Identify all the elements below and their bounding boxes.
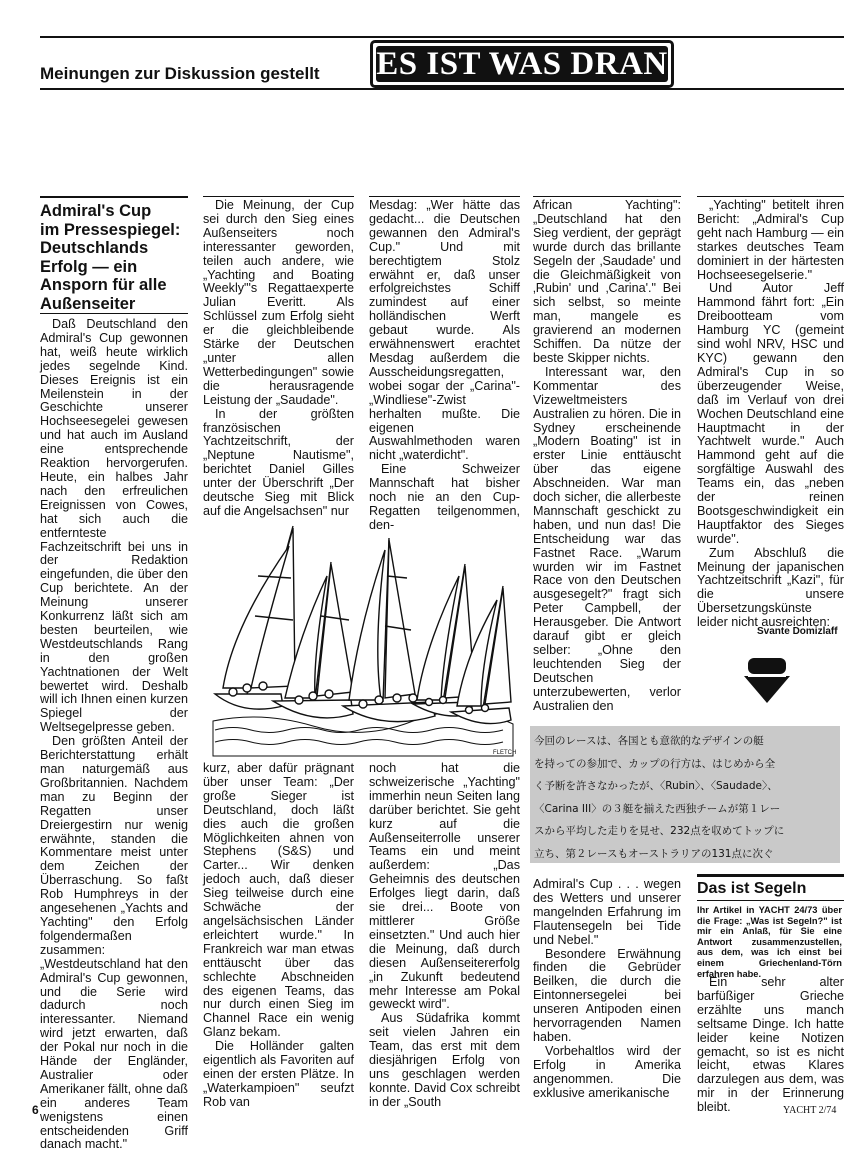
paragraph: African Yachting": „Deutschland hat den Sieg verdient, der geprägt wurde durch das brillante Segeln der ‚Saudade' und die Gleichmäßigkeit von ‚Rubin' und ‚Carina'." Bei sich selbst, so meinte man, mangele es gravierend an modernen Schiffen. Da nütze der beste Skipper nichts. — [533, 198, 681, 365]
paragraph: Admiral's Cup . . . wegen des Wetters und unserer mangelnden Erfahrung im Flautensegeln bei Tide und Nebel." — [533, 877, 681, 947]
article-column-5-top — [697, 199, 844, 630]
sailboat — [215, 526, 295, 709]
paragraph: Interessant war, den Kommentar des Vizeweltmeisters Australien zu hören. Die in Sydney erscheinende „Modern Boating" ist in erster Linie enttäuscht über das eigene Abschneiden. War man doch sicher, die allerbeste Mannschaft geschickt zu haben, und nun das! Die Entscheidung war das Fastnet Race. „Warum wurden wir im Fastnet Race von den Deutschen ausgesegelt?" fragt sich Peter Campbell, der Herausgeber. Die Antwort darauf gibt er gleich selber: „Ohne den leuchtenden Sieg der Deutschen unterzubewerten, verlor Australien den — [533, 364, 681, 713]
column-rule — [533, 196, 681, 197]
sidebar-top-rule — [697, 874, 844, 877]
paragraph: Aus Südafrika kommt seit vielen Jahren ein Team, das erst mit dem diesjährigen Erfolg von uns geschlagen werden konnte. David Cox schreibt in der „South — [369, 1011, 520, 1109]
article-column-1 — [40, 318, 188, 1152]
section-badge — [370, 40, 674, 88]
article-column-3-bottom — [369, 762, 520, 1110]
paragraph: Daß Deutschland den Admiral's Cup gewonnen hat, weiß heute wirklich jedes segelnde Kind. Dieses Ereignis ist ein Meilenstein in der Geschichte unserer Hochseesegelei gewesen und hat auch im Ausland eine entsprechende Reaktion hervorgerufen. Heute, ein halbes Jahr nach den erfreulichen Ereignissen von Cowes, hat sich auch die entfernteste Fachzeitschrift bei uns in der Redaktion eingefunden, die über den Cup berichtete. An der Meinung unserer Konkurrenz läßt sich am besten beurteilen, wie Westdeutschlands Rang in den großen Yachtnationen der Welt bewertet wird. Deshalb will ich Ihnen einen kurzen Spiegel der Weltsegelpresse geben. — [40, 317, 188, 735]
page-number: 6 — [32, 1103, 39, 1117]
article-column-2-bottom — [203, 762, 354, 1110]
sidebar-title-rule — [697, 900, 844, 901]
section-badge-text: ES IST WAS DRAN — [376, 45, 668, 82]
article-column-4-top — [533, 199, 681, 714]
paragraph: kurz, aber dafür prägnant über unser Team: „Der große Sieger ist Deutschland, doch läßt dies auch die großen Möglichkeiten ahnen von Stephens (S&S) und Carter... Wir denken jedoch auch, daß dieser Sieg teilweise durch eine Schwäche der angelsächsischen Länder erleichtert wurde." In Frankreich war man etwas enttäuscht über das schlechte Abschneiden des eigenen Teams, das nur durch einen Sieg im Channel Race ein wenig Glanz bekam. — [203, 761, 354, 1040]
paragraph: Besondere Erwähnung finden die Gebrüder Beilken, die durch die Eintonnersegelei bei unseren Antipoden einen hervorragenden Namen haben. — [533, 946, 681, 1044]
illustration-signature: FLETCH — [493, 750, 517, 756]
paragraph: „Yachting" betitelt ihren Bericht: „Admiral's Cup geht nach Hamburg — ein starkes deutsches Team dominiert in der härtesten Hochseesegelserie." — [697, 198, 845, 282]
article-column-3-top — [369, 199, 520, 533]
author-signature: Svante Domizlaff — [757, 626, 838, 637]
paragraph: Eine Schweizer Mannschaft hat bisher noch nie an den Cup-Regatten teilgenommen, den- — [369, 462, 520, 532]
paragraph: Den größten Anteil der Berichterstattung erhält man naturgemäß aus Großbritannien. Nachdem man zu Beginn der Regatten unser Dreiergestirn nur wenig erwähnte, standen die Kommentare meist unter dem Zeichen der Überraschung. So faßt Rob Humphreys in der angesehenen „Yachts and Yachting" den Erfolg folgendermaßen zusammen: „Westdeutschland hat den Admiral's Cup gewonnen, und die Serie wird dadurch noch interessanter. Niemand wird jetzt erwarten, daß der Pokal nur noch in die Hände der Engländer, Australier oder Amerikaner fällt, ohne daß ein anderes Team wenigstens einen entscheidenden Griff danach macht." — [40, 734, 188, 1152]
column-rule — [369, 196, 520, 197]
down-arrow-icon — [742, 658, 792, 704]
top-rule — [40, 36, 844, 38]
article-column-2-top — [203, 199, 354, 519]
paragraph: noch hat die schweizerische „Yachting" immerhin neun Seiten lang darüber berichtet. Sie geht kurz auf die Außenseiterrolle unserer Teams ein und meint außerdem: „Das Geheimnis des deutschen Erfolges liegt darin, daß sie drei... Boote von mittlerer Größe einsetzten." Und auch hier die Meinung, daß durch diesen Außenseitererfolg „in Zukunft bedeutend mehr Interesse am Pokal geweckt wird". — [369, 761, 520, 1012]
paragraph: Ein sehr alter barfüßiger Grieche erzählte uns manch seltsame Dinge. Ich hatte leider keine Notizen gemacht, so ist es nicht leicht, etwas Klares darzulegen aus dem, was mir in der Erinnerung bleibt. — [697, 975, 844, 1115]
article-column-4-bottom — [533, 878, 681, 1101]
sidebar-body — [697, 976, 844, 1115]
paragraph: Zum Abschluß die Meinung der japanischen Yachtzeitschrift „Kazi", für die unsere Übersetzungskünste leider nicht ausreichten: — [697, 545, 844, 630]
column-rule — [697, 196, 844, 197]
headline-bottom-rule — [40, 313, 188, 314]
paragraph: Vorbehaltlos wird der Erfolg in Amerika angenommen. Die exklusive amerikanische — [533, 1043, 681, 1100]
japanese-quote-box: 今回のレースは、各国とも意欲的なデザインの艇 を持っての参加で、カップの行方は、はじめから全 く予断を許さなかったが、〈Rubin〉、〈Saudade〉、 〈Carina III〉の３艇を揃えた西独チームが第１レー スから平均した走りを見せ、232点を収めてトップに 立ち、第２レースもオーストラリアの131点に次ぐ — [530, 726, 840, 863]
sailing-regatta-illustration — [203, 516, 521, 764]
section-subtitle: Meinungen zur Diskussion gestellt — [40, 64, 320, 83]
paragraph: In der größten französischen Yachtzeitschrift, der „Neptune Nautisme", berichtet Daniel Gilles unter der Überschrift „Der deutsche Sieg mit Blick auf die Angelsachsen" nur — [203, 406, 354, 518]
headline-rule — [40, 196, 188, 198]
paragraph: Die Holländer galten eigentlich als Favoriten auf einen der ersten Plätze. In „Waterkampioen" seufzt Rob van — [203, 1039, 354, 1109]
article-headline: Admiral's Cup im Pressespiegel: Deutschlands Erfolg — ein Ansporn für alle Außenseiter — [40, 202, 181, 313]
paragraph: Die Meinung, der Cup sei durch den Sieg eines Außenseiters noch interessanter geworden, teilen auch andere, wie „Yachting and Boating Weekly"'s Regattaexperte Julian Everitt. Als Schlüssel zum Erfolg sieht er die gleichbleibende Stärke der Deutschen „unter allen Wetterbedingungen" sowie die herausragende Leistung der „Saudade". — [203, 198, 354, 407]
issue-label: YACHT 2/74 — [783, 1105, 837, 1116]
sidebar-title: Das ist Segeln — [697, 880, 807, 897]
paragraph: Mesdag: „Wer hätte das gedacht... die Deutschen gewannen den Admiral's Cup." Und mit berechtigtem Stolz erwähnt er, daß unser erfolgreichstes Schiff zumindest auf einer holländischen Werft gebaut wurde. Als erwähnenswert erachtet Mesdag außerdem die Ausscheidungsregatten, wobei sogar der „Carina"-„Windliese"-Zwist herhalten mußte. Die eigenen Auswahlmethoden waren nicht „waterdicht". — [369, 198, 520, 463]
column-rule — [203, 196, 354, 197]
header-rule — [40, 88, 844, 90]
sidebar-intro: Ihr Artikel in YACHT 24/73 über die Frage: „Was ist Segeln?" ist mir ein Anlaß, für Sie eine Antwort zusammenzustellen, aus dem, was ich einst bei einem Griechenland-Törn erfahren habe. — [697, 905, 842, 979]
paragraph: Und Autor Jeff Hammond fährt fort: „Ein Dreibootteam vom Hamburg YC (gemeint sind wohl NRV, HSC und KYC) gewann den Admiral's Cup in so überzeugender Weise, daß im Verlauf von drei Wochen Deutschland eine Hauptmacht in der Yachtwelt wurde." Auch Hammond geht auf die sorgfältige Auswahl des Teams ein, das „neben der reinen Bootsgeschwindigkeit ein Hauptfaktor des Sieges wurde". — [697, 281, 844, 546]
